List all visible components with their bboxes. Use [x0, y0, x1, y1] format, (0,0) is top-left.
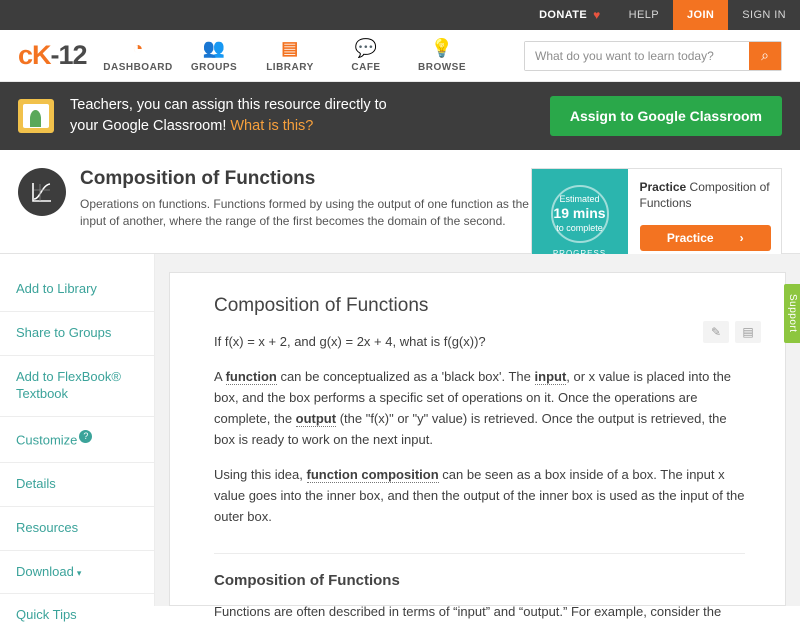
term-output[interactable]: output — [295, 411, 337, 427]
sign-in-link[interactable]: SIGN IN — [742, 9, 786, 21]
estimated-suffix: to complete — [556, 222, 603, 233]
term-function-composition[interactable]: function composition — [306, 467, 439, 483]
assign-to-google-classroom-button[interactable]: Assign to Google Classroom — [550, 96, 782, 136]
nav-item-groups[interactable] — [178, 37, 250, 75]
practice-button[interactable] — [640, 225, 772, 251]
classroom-board-icon — [18, 99, 54, 133]
ck12-logo[interactable] — [18, 42, 88, 69]
topic-header — [0, 150, 800, 254]
sidebar-item-resources[interactable]: Resources — [0, 507, 154, 551]
notes-icon[interactable]: ▤ — [735, 321, 761, 343]
term-input[interactable]: input — [534, 369, 567, 385]
sidebar-item-share-to-groups[interactable]: Share to Groups — [0, 312, 154, 356]
p1-text-b: can be conceptualized as a 'black box'. The — [276, 369, 535, 385]
banner-line-2: your Google Classroom! — [70, 118, 227, 134]
sidebar-label-download: Download — [16, 563, 74, 579]
what-is-this-link[interactable]: What is this? — [230, 118, 314, 134]
sidebar-item-download[interactable] — [0, 551, 154, 595]
practice-title — [640, 179, 772, 211]
groups-icon: 👥 — [202, 37, 226, 58]
donate-link[interactable] — [525, 0, 615, 30]
nav-item-dashboard[interactable] — [102, 37, 174, 75]
article-paragraph-2 — [214, 464, 745, 527]
estimated-time-circle — [551, 185, 609, 243]
sidebar-label-customize: Customize — [16, 431, 78, 447]
practice-card — [531, 168, 783, 260]
content-region — [0, 254, 800, 623]
banner-text — [70, 95, 387, 137]
article-heading: Composition of Functions — [214, 295, 429, 316]
graph-icon — [18, 168, 66, 216]
sidebar-item-add-to-flexbook[interactable]: Add to FlexBook® Textbook — [0, 356, 154, 417]
nav-item-browse[interactable] — [406, 37, 478, 75]
join-button[interactable]: JOIN — [673, 0, 728, 30]
article-intro: If f(x) = x + 2, and g(x) = 2x + 4, what is f(g(x))? — [214, 334, 486, 349]
logo-text-ck: cK — [18, 40, 51, 70]
nav-label-browse: BROWSE — [418, 61, 466, 73]
estimated-time-panel — [532, 169, 628, 259]
search-input[interactable] — [525, 42, 749, 70]
p2-text-a: Using this idea, — [214, 467, 307, 483]
help-badge-icon[interactable]: ? — [79, 430, 92, 443]
edit-icon[interactable]: ✎ — [703, 321, 729, 343]
nav-item-cafe[interactable] — [330, 37, 402, 75]
heart-icon: ♥ — [593, 8, 601, 22]
chevron-down-icon: ▾ — [76, 567, 82, 578]
nav-label-dashboard: DASHBOARD — [103, 61, 173, 73]
nav-label-groups: GROUPS — [190, 61, 238, 73]
search-button[interactable] — [749, 42, 781, 70]
sidebar-item-add-to-library[interactable]: Add to Library — [0, 268, 154, 312]
p1-text-d: (the "f(x)" or "y" value) is retrieved. Once the output is retrieved, the box is ready to work on the next input. — [214, 411, 727, 448]
search-bar — [524, 41, 782, 71]
sidebar — [0, 254, 155, 623]
estimated-label: Estimated — [559, 194, 600, 204]
practice-panel — [628, 169, 782, 259]
sidebar-item-quick-tips[interactable]: Quick Tips — [16, 607, 77, 623]
cafe-icon: 💬 — [354, 37, 378, 58]
nav-label-cafe: CAFE — [351, 61, 381, 73]
search-icon: ⌕ — [761, 47, 769, 63]
library-icon: ▤ — [281, 37, 299, 58]
logo-text-12: -12 — [50, 40, 87, 70]
dashboard-icon: ◔ — [132, 37, 144, 58]
topic-text-block — [80, 168, 531, 231]
help-link[interactable]: HELP — [628, 9, 659, 21]
sidebar-item-details[interactable]: Details — [0, 463, 154, 507]
p2-text-b: can be seen as a box inside of a box. The input x value goes into the inner box, and then the output of the inner box is used as the input of the outer box. — [214, 467, 745, 525]
google-classroom-banner — [0, 82, 800, 150]
p1-text-c: , or x value is placed into the box, and the box performs a specific set of operations on it. Once the operations are complete, the — [214, 369, 732, 427]
main-navbar — [0, 30, 800, 82]
article — [169, 272, 786, 620]
topbar-spacer — [0, 0, 525, 30]
page-title: Composition of Functions — [80, 168, 316, 189]
donate-label: DONATE — [539, 9, 588, 21]
support-tab[interactable]: Support — [784, 284, 800, 343]
nav-items — [102, 37, 478, 75]
banner-line-1: Teachers, you can assign this resource directly to — [70, 96, 387, 113]
nav-item-library[interactable] — [254, 37, 326, 75]
article-tools — [703, 321, 761, 343]
top-utility-bar — [0, 0, 800, 30]
sidebar-item-customize[interactable] — [0, 417, 154, 463]
estimated-value: 19 mins — [553, 205, 606, 222]
nav-label-library: LIBRARY — [266, 61, 314, 73]
p1-text-a: A — [214, 369, 226, 385]
practice-title-rest: Composition of Functions — [639, 180, 770, 211]
term-function[interactable]: function — [225, 369, 277, 385]
article-paragraph-1 — [214, 366, 745, 450]
topic-description: Operations on functions. Functions formed by using the output of one function as the input of another, where the range of the first becomes the domain of the second. — [80, 197, 529, 229]
article-wrapper — [155, 254, 800, 620]
practice-button-label: Practice — [666, 231, 714, 245]
chevron-right-icon: › — [739, 231, 744, 245]
practice-title-bold: Practice — [639, 180, 687, 194]
article-section-heading: Composition of Functions — [214, 553, 745, 589]
article-paragraph-3: Functions are often described in terms of “input” and “output.” For example, consider the — [214, 604, 722, 620]
lightbulb-icon: 💡 — [430, 37, 454, 58]
